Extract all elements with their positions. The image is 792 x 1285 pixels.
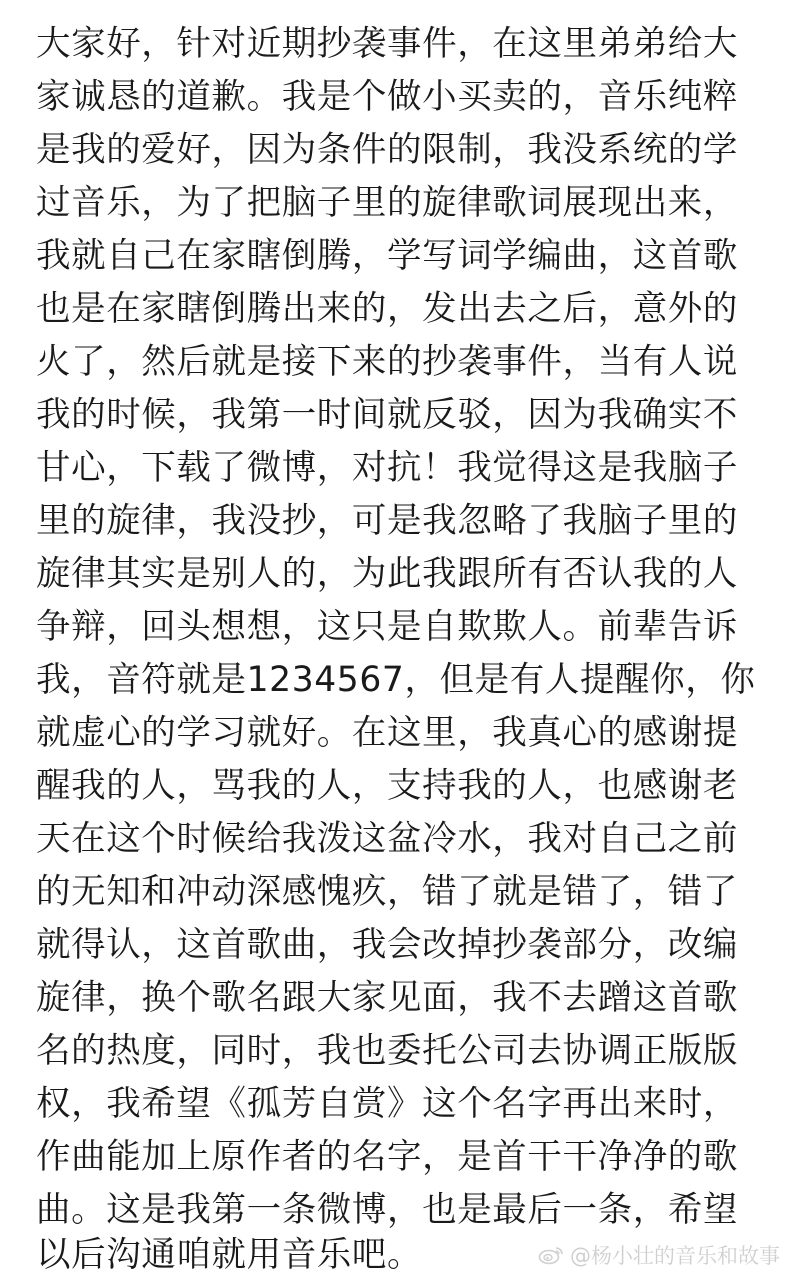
post-line: 过音乐，为了把脑子里的旋律歌词展现出来，: [36, 183, 738, 223]
post-line: 天在这个时候给我泼这盆冷水，我对自己之前: [36, 819, 738, 859]
post-line: 就虚心的学习就好。在这里，我真心的感谢提: [36, 713, 738, 753]
post-line: 名的热度，同时，我也委托公司去协调正版版: [36, 1031, 738, 1071]
post-line: 火了，然后就是接下来的抄袭事件，当有人说: [36, 342, 738, 382]
post-line: 争辩，回头想想，这只是自欺欺人。前辈告诉: [36, 607, 738, 647]
post-line: 是我的爱好，因为条件的限制，我没系统的学: [36, 130, 738, 170]
post-line: 旋律，换个歌名跟大家见面，我不去蹭这首歌: [36, 978, 738, 1018]
post-line: 就得认，这首歌曲，我会改掉抄袭部分，改编: [36, 925, 738, 965]
post-line: 的无知和冲动深感愧疚，错了就是错了，错了: [36, 872, 738, 912]
post-line: 里的旋律，我没抄，可是我忽略了我脑子里的: [36, 501, 738, 541]
post-line: 大家好，针对近期抄袭事件，在这里弟弟给大: [36, 24, 738, 64]
post-line: 权，我希望《孤芳自赏》这个名字再出来时，: [36, 1084, 738, 1124]
post-line: 我就自己在家瞎倒腾，学写词学编曲，这首歌: [36, 236, 738, 276]
weibo-logo-icon: [538, 1245, 564, 1265]
post-line: 甘心，下载了微博，对抗！我觉得这是我脑子: [36, 448, 738, 488]
post-line: 曲。这是我第一条微博，也是最后一条，希望: [36, 1190, 738, 1230]
post-line: 我，音符就是1234567，但是有人提醒你，你: [36, 660, 756, 700]
post-line: 醒我的人，骂我的人，支持我的人，也感谢老: [36, 766, 738, 806]
watermark-text: @杨小壮的音乐和故事: [570, 1244, 780, 1268]
post-line: 旋律其实是别人的，为此我跟所有否认我的人: [36, 554, 738, 594]
post-line: 作曲能加上原作者的名字，是首干干净净的歌: [36, 1137, 738, 1177]
post-line: 家诚恳的道歉。我是个做小买卖的，音乐纯粹: [36, 77, 738, 117]
weibo-watermark: [538, 1240, 780, 1270]
post-line: 以后沟通咱就用音乐吧。: [36, 1235, 423, 1275]
post-line: 也是在家瞎倒腾出来的，发出去之后，意外的: [36, 289, 738, 329]
post-line: 我的时候，我第一时间就反驳，因为我确实不: [36, 395, 738, 435]
